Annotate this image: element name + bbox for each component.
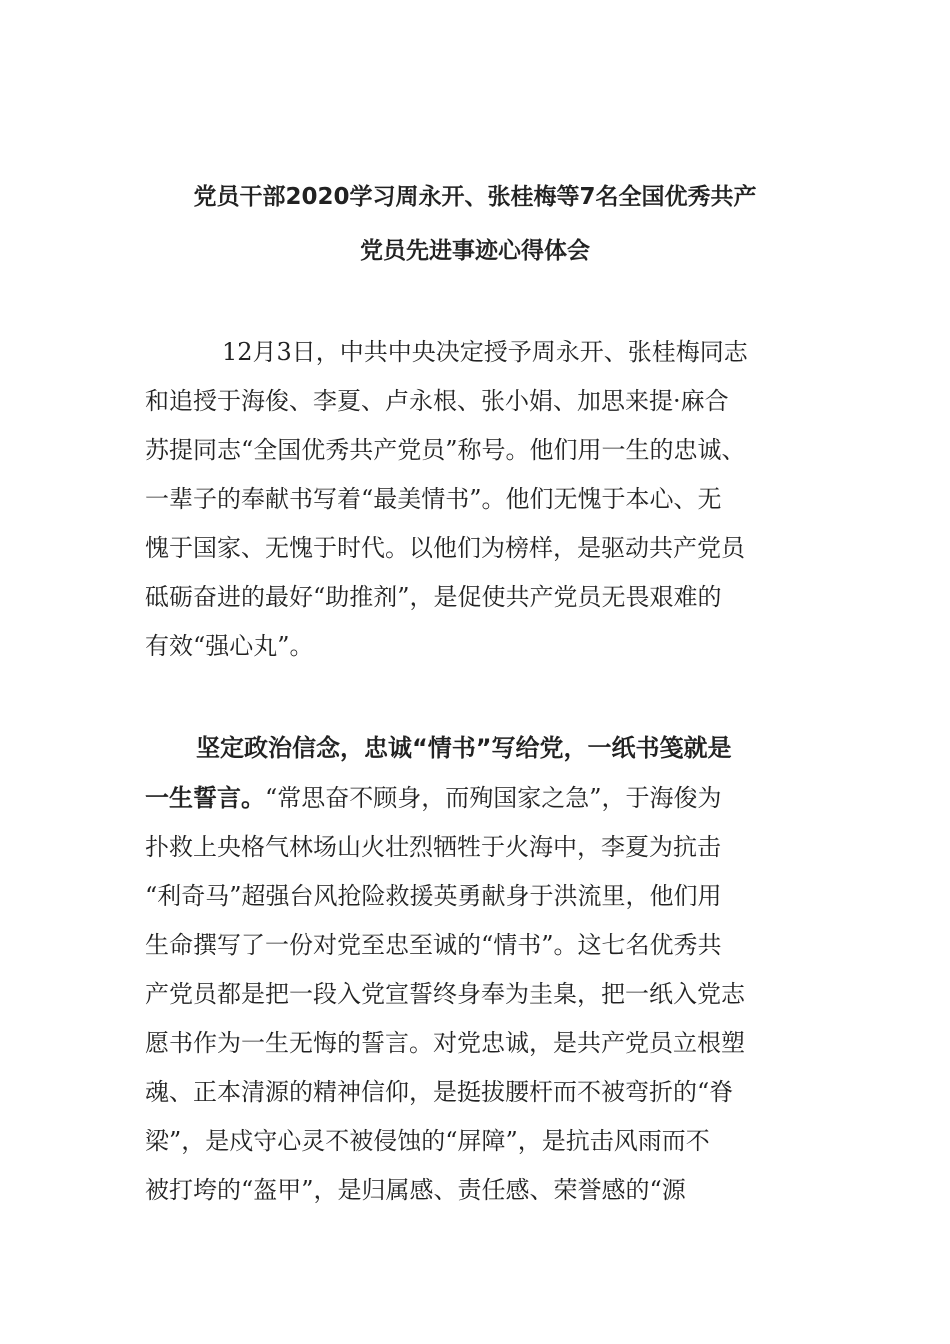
- paragraph-1-line-3: 苏提同志“全国优秀共产党员”称号。他们用一生的忠诚、: [145, 436, 746, 464]
- paragraph-1-line-7: 有效“强心丸”。: [145, 632, 314, 660]
- paragraph-2-line-7: 愿书作为一生无悔的誓言。对党忠诚，是共产党员立根塑: [145, 1029, 745, 1057]
- paragraph-2-heading-line-2: 一生誓言。: [145, 784, 265, 812]
- paragraph-2-line-3: 扑救上央格气林场山火壮烈牺牲于火海中，李夏为抗击: [145, 833, 721, 861]
- paragraph-2-line-5: 生命撰写了一份对党至忠至诚的“情书”。这七名优秀共: [145, 931, 722, 959]
- paragraph-2-line-4: “利奇马”超强台风抢险救援英勇献身于洪流里，他们用: [145, 882, 722, 910]
- paragraph-1-line-2: 和追授于海俊、李夏、卢永根、张小娟、加思来提·麻合: [145, 387, 729, 415]
- paragraph-2-line-6: 产党员都是把一段入党宣誓终身奉为圭臬，把一纸入党志: [145, 980, 745, 1008]
- paragraph-1-line-1: 12月3日，中共中央决定授予周永开、张桂梅同志: [222, 338, 748, 366]
- paragraph-2-line-8: 魂、正本清源的精神信仰，是挺拔腰杆而不被弯折的“脊: [145, 1078, 734, 1106]
- paragraph-1-line-6: 砥砺奋进的最好“助推剂”，是促使共产党员无畏艰难的: [145, 583, 722, 611]
- paragraph-2-line-9: 梁”，是戍守心灵不被侵蚀的“屏障”，是抗击风雨而不: [145, 1127, 710, 1155]
- paragraph-2-line-10: 被打垮的“盔甲”，是归属感、责任感、荣誉感的“源: [145, 1176, 686, 1204]
- paragraph-1-line-5: 愧于国家、无愧于时代。以他们为榜样，是驱动共产党员: [145, 534, 745, 562]
- paragraph-2-line-2: [145, 786, 722, 810]
- paragraph-2-heading-line-1: 坚定政治信念，忠诚“情书”写给党，一纸书笺就是: [196, 734, 732, 762]
- document-title-line-2: 党员先进事迹心得体会: [360, 238, 590, 264]
- paragraph-1-line-4: 一辈子的奉献书写着“最美情书”。他们无愧于本心、无: [145, 485, 722, 513]
- document-title-line-1: 党员干部2020学习周永开、张桂梅等7名全国优秀共产: [193, 184, 757, 210]
- paragraph-2-line-2-text: “常思奋不顾身，而殉国家之急”，于海俊为: [265, 784, 722, 812]
